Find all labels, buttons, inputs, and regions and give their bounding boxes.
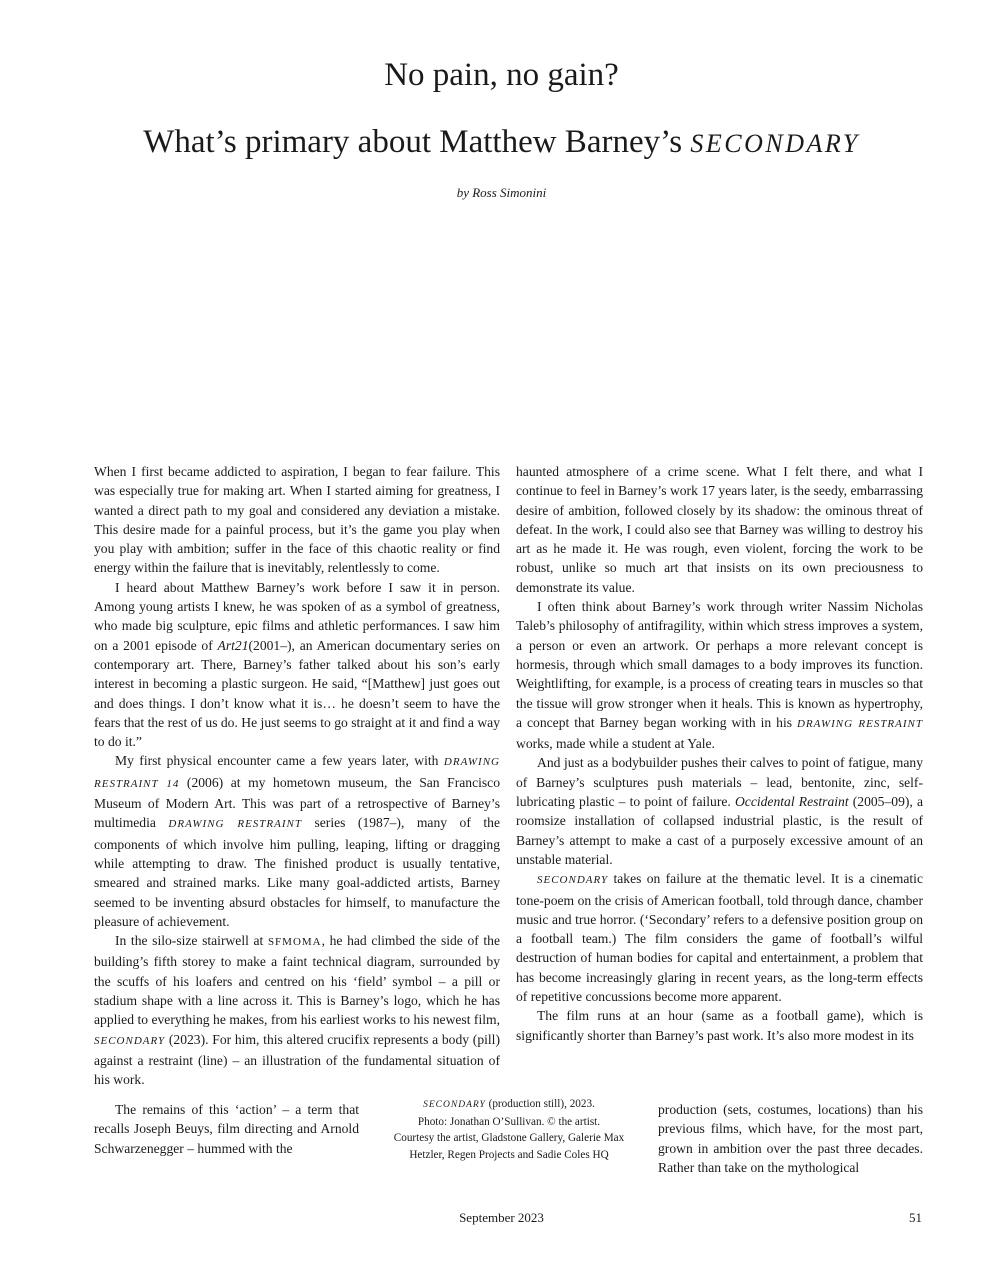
caption-work-title: SECONDARY (423, 1100, 486, 1110)
paragraph-text: (2023). For him, this altered crucifix represents a body (pill) against a restraint (line) – an illustration of the fundamental situation of his work. (94, 1031, 500, 1088)
paragraph-text: (2001–), an American documentary series on contemporary art. There, Barney’s father talked about his son’s early interest in becoming a plastic surgeon. He said, “[Matthew] just goes out and does things. I don’t know what it is… he doesn’t seem to have the fears that the rest of us do. He just seems to go straight at it and find a way to do it.” (94, 637, 500, 750)
paragraph (516, 869, 923, 1006)
paragraph-text: (2005–09), a roomsize installation of collapsed industrial plastic, is the result of Barney’s attempt to make a cast of a purposely excessive amount of an unstable material. (516, 794, 923, 867)
caption-courtesy: Courtesy the artist, Gladstone Gallery, Galerie Max Hetzler, Regen Projects and Sadie Coles HQ (393, 1132, 625, 1161)
paragraph-text: And just as a bodybuilder pushes their calves to point of fatigue, many of Barney’s sculptures push materials – lead, bentonite, zinc, self-lubricating plastic – to point of failure. (516, 755, 923, 810)
paragraph-text: haunted atmosphere of a crime scene. What I felt there, and what I continue to feel in Barney’s work 17 years later, is the seedy, embarrassing desire of ambition, followed closely by its shadow: the ominous threat of defeat. In the work, I could also see that Barney was willing to destroy his art as he made it. He was rough, even violent, forcing the work to be robust, unlike so much art that insists on its own preciousness to demonstrate its value. (516, 464, 923, 595)
paragraph-text: (2006) at my hometown museum, the San Francisco Museum of Modern Art. This was part of a retrospective of Barney’s multimedia (94, 774, 500, 831)
subheadline-text: What’s primary about Matthew Barney’s (143, 124, 683, 160)
paragraph (516, 1006, 923, 1045)
body-column-left (94, 462, 500, 1090)
byline: by Ross Simonini (456, 185, 547, 200)
subheadline (0, 124, 1003, 160)
subheadline-work-title: SECONDARY (690, 129, 860, 158)
caption-text: (production still), 2023. (488, 1098, 595, 1110)
paragraph (516, 597, 923, 753)
paragraph-text: works, made while a student at Yale. (516, 736, 715, 752)
paragraph-text: , he had climbed the side of the building’s fifth storey to make a faint technical diagram, surrounded by the scuffs of his loafers and centred on his ‘field’ symbol – a pill or stadium shape with a line across it. This is Barney’s logo, which he has applied to everything he makes, from his earliest works to his newest film, (94, 933, 500, 1028)
paragraph-text: I heard about Matthew Barney’s work before I saw it in person. Among young artists I knew, he was spoken of as a symbol of greatness, who made big sculpture, epic films and athletic performances. I saw him on a 2001 episode of (94, 579, 500, 653)
paragraph-text: The film runs at an hour (same as a football game), which is significantly shorter than Barney’s past work. It’s also more modest in its (516, 1008, 923, 1043)
work-title: DRAWING RESTRAINT (168, 818, 302, 831)
headline (0, 57, 1003, 93)
paragraph-text: My first physical encounter came a few years later, with (115, 753, 439, 769)
paragraph (94, 931, 500, 1089)
paragraph-text: production (sets, costumes, locations) than his previous films, which have, for the most part, grown in ambition over the past three decades. Rather than take on the mythological (658, 1102, 923, 1175)
paragraph (94, 1100, 359, 1158)
museum-acronym: SFMOMA (267, 936, 322, 949)
series-title: Art21 (217, 637, 249, 653)
body-column-right (516, 462, 923, 1045)
caption-line (378, 1096, 640, 1114)
paragraph (658, 1100, 923, 1177)
paragraph-text: takes on failure at the thematic level. It is a cinematic tone-poem on the crisis of American football, told through dance, chamber music and true horror. (‘Secondary’ refers to a defensive position group on a football team.) The film considers the game of football’s wilful destruction of human bodies for capital and entertainment, a problem that has become increasingly glaring in recent years, as the long-term effects of repetitive concussions become more apparent. (516, 871, 923, 1005)
body-column-bottom-left (94, 1100, 359, 1158)
headline-text: No pain, no gain? (384, 57, 619, 93)
image-caption (378, 1096, 640, 1163)
work-title: Occidental Restraint (734, 794, 849, 810)
paragraph-text: When I first became addicted to aspiration, I began to fear failure. This was especially true for making art. When I started aiming for greatness, I wanted a direct path to my goal and considered any deviation a mistake. This desire made for a painful process, but it’s the game you play when you play with ambition; suffer in the face of this chaotic reality or find energy within the failure that is inevitably, relentlessly to come. (94, 464, 500, 576)
paragraph (94, 462, 500, 578)
page-number: 51 (909, 1210, 922, 1225)
work-title: DRAWING RESTRAINT 14 (94, 756, 500, 790)
footer-date: September 2023 (459, 1210, 544, 1225)
paragraph (516, 462, 923, 597)
work-title: SECONDARY (537, 874, 609, 887)
paragraph-text: I often think about Barney’s work through writer Nassim Nicholas Taleb’s philosophy of antifragility, within which stress improves a system, a person or even an artwork. Or perhaps a more relevant concept is hormesis, through which small damages to a body improves its function. Weightlifting, for example, is a process of creating tears in muscles so that the tissue will grow stronger when it heals. This is known as hypertrophy, a concept that Barney began working with in his (516, 599, 923, 730)
paragraph-text: In the silo-size stairwell at (115, 933, 264, 949)
paragraph-text: series (1987–), many of the components of which involve him pulling, leaping, lifting or dragging while attempting to draw. The finished product is usually tentative, smeared and strained marks. Like many goal-addicted artists, Barney seemed to be inventing absurd obstacles for himself, to manufacture the pleasure of achievement. (94, 815, 500, 929)
body-column-bottom-right (658, 1100, 923, 1177)
caption-credit: Photo: Jonathan O’Sullivan. © the artist. (417, 1115, 601, 1128)
paragraph (516, 753, 923, 869)
paragraph (94, 751, 500, 931)
paragraph-text: The remains of this ‘action’ – a term that recalls Joseph Beuys, film directing and Arnold Schwarzenegger – hummed with the (94, 1102, 359, 1156)
paragraph (94, 578, 500, 752)
work-title: DRAWING RESTRAINT (796, 717, 923, 730)
work-title: SECONDARY (94, 1034, 166, 1047)
